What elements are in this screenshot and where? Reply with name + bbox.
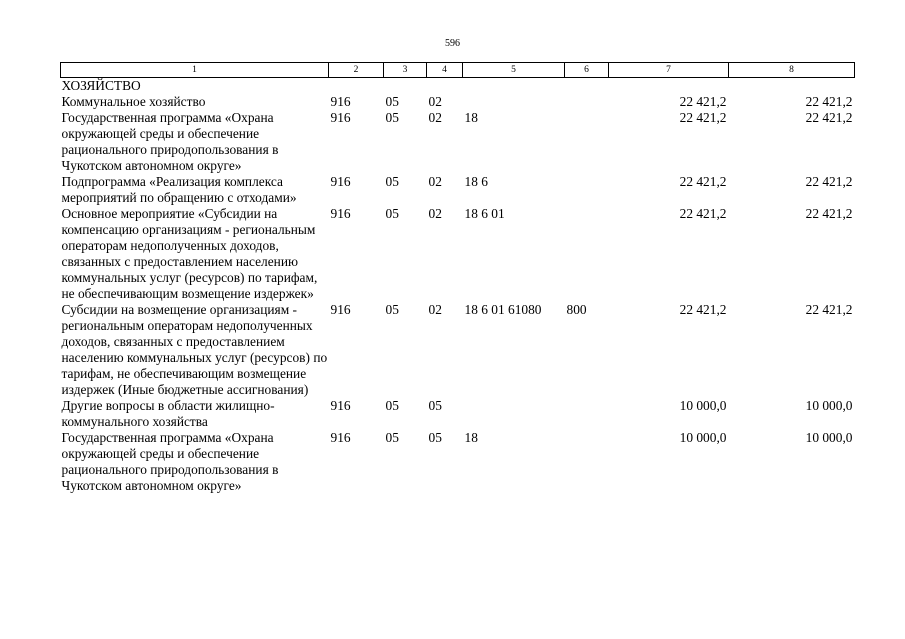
table-row: [61, 110, 855, 174]
cell-amount-2: 10 000,0: [805, 398, 853, 413]
cell-expense-type: [565, 94, 609, 110]
column-header: 1: [61, 63, 329, 78]
cell-target-article: 18 6 01 61080: [464, 302, 542, 317]
section-row: [61, 78, 855, 95]
column-header: 3: [384, 63, 427, 78]
cell-code: 916: [330, 206, 351, 221]
column-header: 8: [729, 63, 855, 78]
row-name: Коммунальное хозяйство: [61, 94, 206, 109]
cell-section: 05: [385, 302, 399, 317]
cell-amount-1: 22 421,2: [679, 302, 727, 317]
cell-amount-2: 22 421,2: [805, 174, 853, 189]
cell-expense-type: [565, 174, 609, 206]
cell-amount-1: 10 000,0: [679, 398, 727, 413]
cell-target-article: 18 6 01: [464, 206, 505, 221]
table-row: [61, 398, 855, 430]
header-row: [61, 63, 855, 78]
cell-amount-2: 22 421,2: [805, 94, 853, 109]
budget-table: [60, 62, 855, 494]
cell-subsection: 05: [428, 430, 442, 445]
cell-section: 05: [385, 174, 399, 189]
column-header: 4: [427, 63, 463, 78]
table-row: [61, 94, 855, 110]
cell-subsection: 05: [428, 398, 442, 413]
column-header: 5: [463, 63, 565, 78]
cell-section: 05: [385, 94, 399, 109]
cell-target-article: 18: [464, 110, 478, 125]
table-row: [61, 302, 855, 398]
cell-subsection: 02: [428, 110, 442, 125]
cell-amount-1: 22 421,2: [679, 206, 727, 221]
cell-expense-type: [565, 206, 609, 302]
cell-code: 916: [330, 302, 351, 317]
cell-expense-type: [565, 110, 609, 174]
column-header: 6: [565, 63, 609, 78]
row-name: Основное мероприятие «Субсидии на компенсацию организациям - региональным операторам недополученных доходов, связанных с предоставлением населению коммунальных услуг (ресурсов) по тарифам, не обеспечивающим возмещение издержек»: [61, 206, 318, 301]
cell-subsection: 02: [428, 302, 442, 317]
cell-subsection: 02: [428, 206, 442, 221]
cell-amount-2: 10 000,0: [805, 430, 853, 445]
cell-subsection: 02: [428, 94, 442, 109]
cell-amount-1: 22 421,2: [679, 174, 727, 189]
cell-amount-2: 22 421,2: [805, 302, 853, 317]
row-name: Государственная программа «Охрана окружающей среды и обеспечение рационального природопользования в Чукотском автономном округе»: [61, 430, 279, 493]
table-row: [61, 430, 855, 494]
row-name: Подпрограмма «Реализация комплекса мероприятий по обращению с отходами»: [61, 174, 297, 205]
cell-amount-1: 10 000,0: [679, 430, 727, 445]
cell-section: 05: [385, 430, 399, 445]
table-row: [61, 206, 855, 302]
cell-code: 916: [330, 398, 351, 413]
cell-code: 916: [330, 94, 351, 109]
cell-amount-2: 22 421,2: [805, 206, 853, 221]
cell-section: 05: [385, 398, 399, 413]
cell-target-article: 18 6: [464, 174, 488, 189]
row-name: Субсидии на возмещение организациям - региональным операторам недополученных доходов, связанных с предоставлением населению коммунальных услуг (ресурсов) по тарифам, не обеспечивающим возмещение издержек (Иные бюджетные ассигнования): [61, 302, 328, 397]
column-header: 7: [609, 63, 729, 78]
cell-target-article: 18: [464, 430, 478, 445]
cell-expense-type: 800: [566, 302, 587, 317]
cell-target-article: [463, 398, 565, 430]
table-row: [61, 174, 855, 206]
cell-code: 916: [330, 430, 351, 445]
row-name: Государственная программа «Охрана окружающей среды и обеспечение рационального природопользования в Чукотском автономном округе»: [61, 110, 279, 173]
row-name: Другие вопросы в области жилищно-коммунального хозяйства: [61, 398, 275, 429]
cell-code: 916: [330, 174, 351, 189]
page-number: 596: [445, 38, 460, 49]
column-header: 2: [329, 63, 384, 78]
cell-section: 05: [385, 110, 399, 125]
cell-expense-type: [565, 398, 609, 430]
cell-target-article: [463, 94, 565, 110]
cell-code: 916: [330, 110, 351, 125]
section-title: ХОЗЯЙСТВО: [61, 78, 141, 93]
cell-amount-1: 22 421,2: [679, 110, 727, 125]
cell-section: 05: [385, 206, 399, 221]
cell-subsection: 02: [428, 174, 442, 189]
cell-amount-2: 22 421,2: [805, 110, 853, 125]
cell-expense-type: [565, 430, 609, 494]
cell-amount-1: 22 421,2: [679, 94, 727, 109]
